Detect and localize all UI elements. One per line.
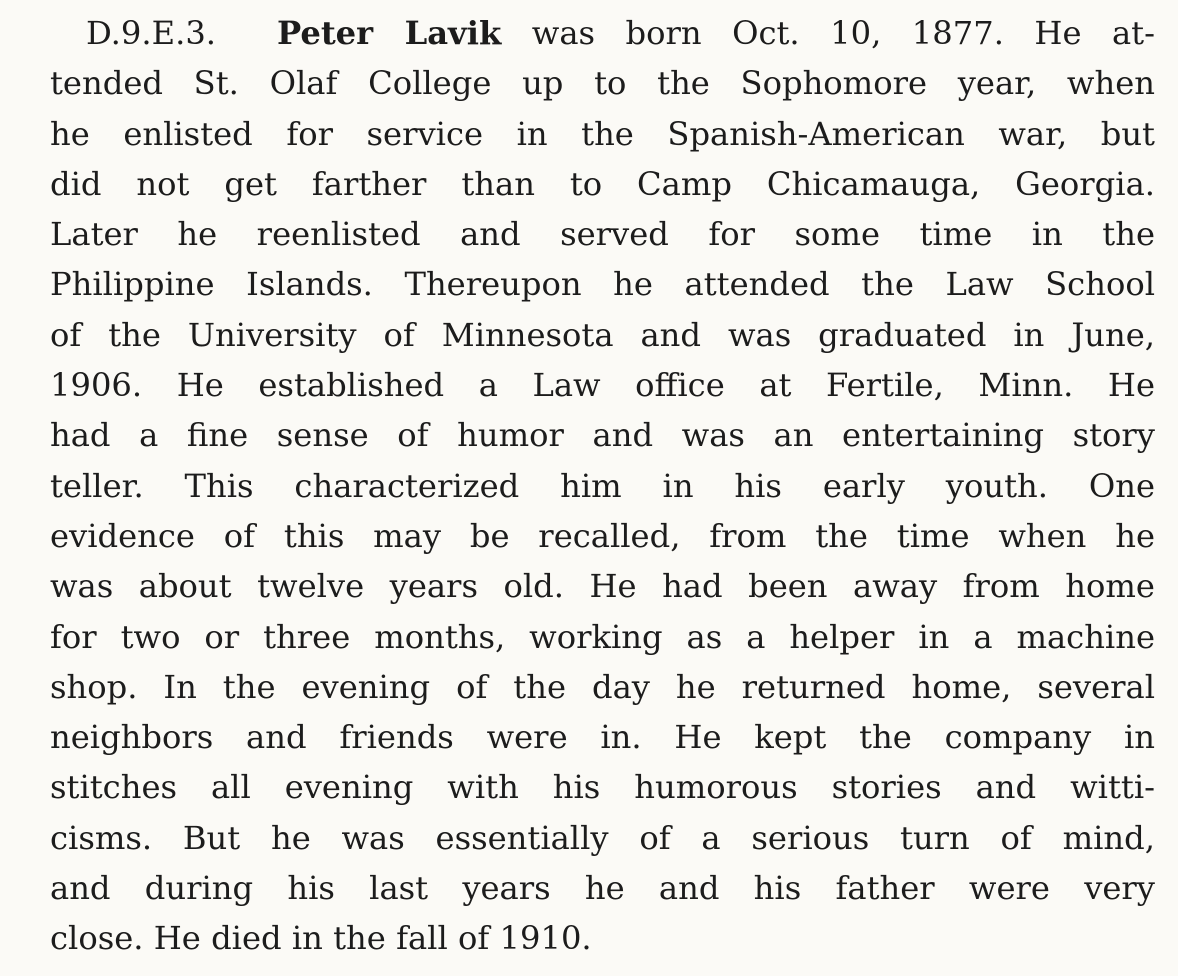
paragraph-line-1 — [50, 8, 1155, 58]
biography-paragraph — [50, 8, 1155, 964]
paragraph-line-13: for two or three months, working as a helper in a machine — [50, 617, 1155, 656]
paragraph-line-7: of the University of Minnesota and was graduated in June, — [50, 315, 1155, 354]
paragraph-line-6: Philippine Islands. Thereupon he attended the Law School — [50, 265, 1155, 304]
paragraph-line-2: tended St. Olaf College up to the Sophomore year, when — [50, 64, 1155, 103]
paragraph-line-11: evidence of this may be recalled, from the time when he — [50, 516, 1155, 555]
paragraph-line-10: teller. This characterized him in his early youth. One — [50, 466, 1155, 505]
first-line-text: was born Oct. 10, 1877. He at- — [501, 14, 1155, 52]
paragraph-line-4: did not get farther than to Camp Chicamauga, Georgia. — [50, 164, 1155, 203]
entry-id: D.9.E.3. — [86, 14, 217, 52]
paragraph-line-14: shop. In the evening of the day he returned home, several — [50, 667, 1155, 706]
paragraph-line-19: close. He died in the fall of 1910. — [50, 919, 592, 958]
paragraph-line-15: neighbors and friends were in. He kept the company in — [50, 718, 1155, 757]
person-name: Peter Lavik — [277, 14, 502, 52]
paragraph-line-12: was about twelve years old. He had been away from home — [50, 567, 1155, 606]
paragraph-line-3: he enlisted for service in the Spanish-American war, but — [50, 114, 1155, 153]
paragraph-line-17: cisms. But he was essentially of a serious turn of mind, — [50, 818, 1155, 857]
paragraph-line-8: 1906. He established a Law office at Fertile, Minn. He — [50, 366, 1155, 405]
paragraph-line-9: had a fine sense of humor and was an entertaining story — [50, 416, 1155, 455]
paragraph-line-18: and during his last years he and his father were very — [50, 869, 1155, 908]
paragraph-line-5: Later he reenlisted and served for some time in the — [50, 215, 1155, 254]
paragraph-line-16: stitches all evening with his humorous stories and witti- — [50, 768, 1155, 807]
